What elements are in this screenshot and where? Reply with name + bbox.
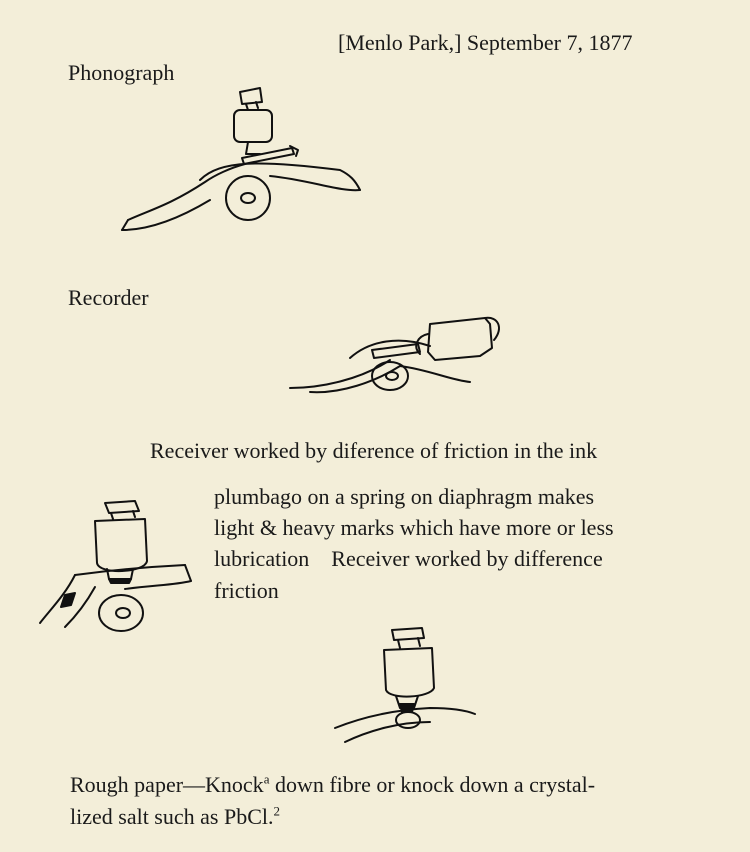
rough-paper-line-1 xyxy=(70,770,595,799)
plumbago-note-line-1: plumbago on a spring on diaphragm makes xyxy=(214,484,595,509)
dateline: [Menlo Park,] September 7, 1877 xyxy=(338,30,633,55)
footnote-2: 2 xyxy=(273,803,280,819)
plumbago-note-line-3: lubrication Receiver worked by difference xyxy=(214,546,603,571)
label-phonograph: Phonograph xyxy=(68,60,175,85)
receiver-note: Receiver worked by diference of friction in the ink xyxy=(150,438,598,463)
plumbago-note-line-4: friction xyxy=(214,578,279,603)
recorder-sketch-icon xyxy=(280,310,520,410)
diaphragm-sketch-icon xyxy=(330,622,480,752)
plumbago-note-line-2: light & heavy marks which have more or less xyxy=(214,515,614,540)
footnote-a: a xyxy=(263,771,270,787)
rough-paper-text-a: Rough paper—Knock xyxy=(70,772,264,797)
receiver-sketch-icon xyxy=(35,495,195,635)
phonograph-sketch-icon xyxy=(110,80,370,245)
rough-paper-line-2 xyxy=(70,802,280,831)
label-recorder: Recorder xyxy=(68,285,149,310)
rough-paper-text-b: down fibre or knock down a crystal- xyxy=(269,772,596,797)
rough-paper-text-c: lized salt such as PbCl. xyxy=(70,804,274,829)
